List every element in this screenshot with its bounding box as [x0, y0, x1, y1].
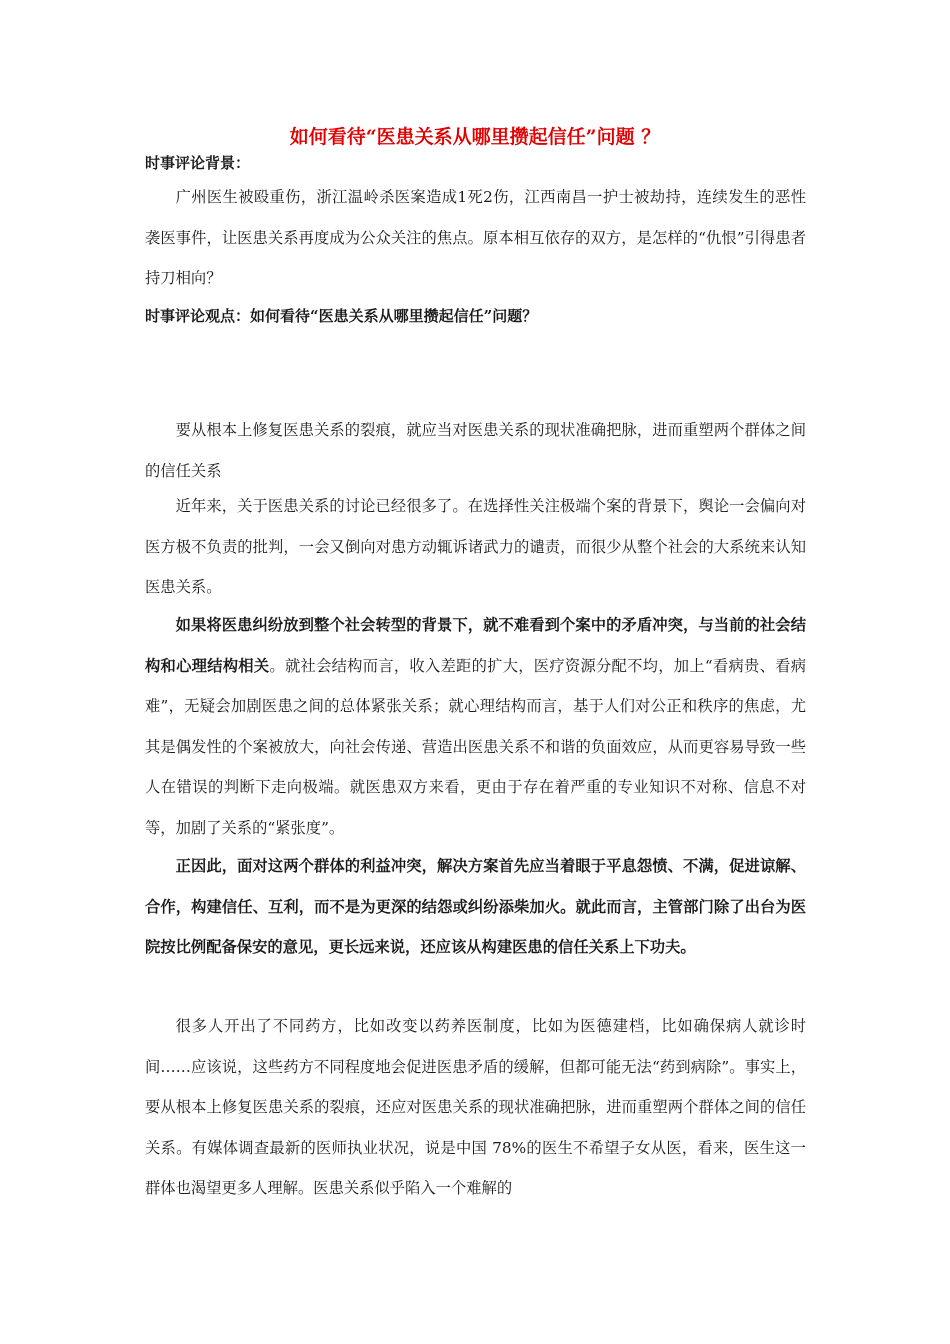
paragraph-1: 要从根本上修复医患关系的裂痕，就应当对医患关系的现状准确把脉，进而重塑两个群体之间的信任关系	[145, 421, 806, 480]
paragraph-5: 很多人开出了不同药方，比如改变以药养医制度，比如为医德建档，比如确保病人就诊时间……应该说，这些药方不同程度地会促进医患矛盾的缓解，但都可能无法“药到病除”。事实上，要从根本上修复医患关系的裂痕，还应对医患关系的现状准确把脉，进而重塑两个群体之间的信任关系。有媒体调查最新的医师执业状况，说是中国 78%的医生不希望子女从医，看来，医生这一群体也渴望更多人理解。医患关系似乎陷入一个难解的	[145, 1017, 806, 1197]
background-paragraph: 广州医生被殴重伤，浙江温岭杀医案造成1死2伤，江西南昌一护士被劫持，连续发生的恶性袭医事件，让医患关系再度成为公众关注的焦点。原本相互依存的双方，是怎样的“仇恨”引得患者持刀相向？	[145, 188, 806, 287]
document-title: 如何看待“医患关系从哪里攒起信任”问题 ？	[289, 126, 661, 148]
paragraph-3	[145, 605, 806, 848]
paragraph-3-body: 。就社会结构而言，收入差距的扩大，医疗资源分配不均，加上“看病贵、看病难”，无疑会加剧医患之间的总体紧张关系；就心理结构而言，基于人们对公正和秩序的焦虑，尤其是偶发性的个案被放大，向社会传递、营造出医患关系不和谐的负面效应，从而更容易导致一些人在错误的判断下走向极端。就医患双方来看，更由于存在着严重的专业知识不对称、信息不对等，加剧了关系的“紧张度”。	[145, 656, 806, 837]
paragraph-4: 正因此，面对这两个群体的利益冲突，解决方案首先应当着眼于平息怨愤、不满，促进谅解、合作，构建信任、互利，而不是为更深的结怨或纠纷添柴加火。就此而言，主管部门除了出台为医院按比例配备保安的意见，更长远来说，还应该从构建医患的信任关系上下功夫。	[145, 857, 806, 956]
background-heading: 时事评论背景：	[145, 154, 251, 172]
viewpoint-heading: 时事评论观点：如何看待“医患关系从哪里攒起信任”问题？	[145, 307, 538, 325]
paragraph-2: 近年来，关于医患关系的讨论已经很多了。在选择性关注极端个案的背景下，舆论一会偏向对医方极不负责的批判，一会又倒向对患方动辄诉诸武力的谴责，而很少从整个社会的大系统来认知医患关系。	[145, 497, 806, 596]
paragraph-3-bold-lead: 如果将医患纠纷放到整个社会转型的背景下，就不难看到个案中的矛盾冲突，与当前的社会结构和心理结构相关	[145, 616, 806, 675]
